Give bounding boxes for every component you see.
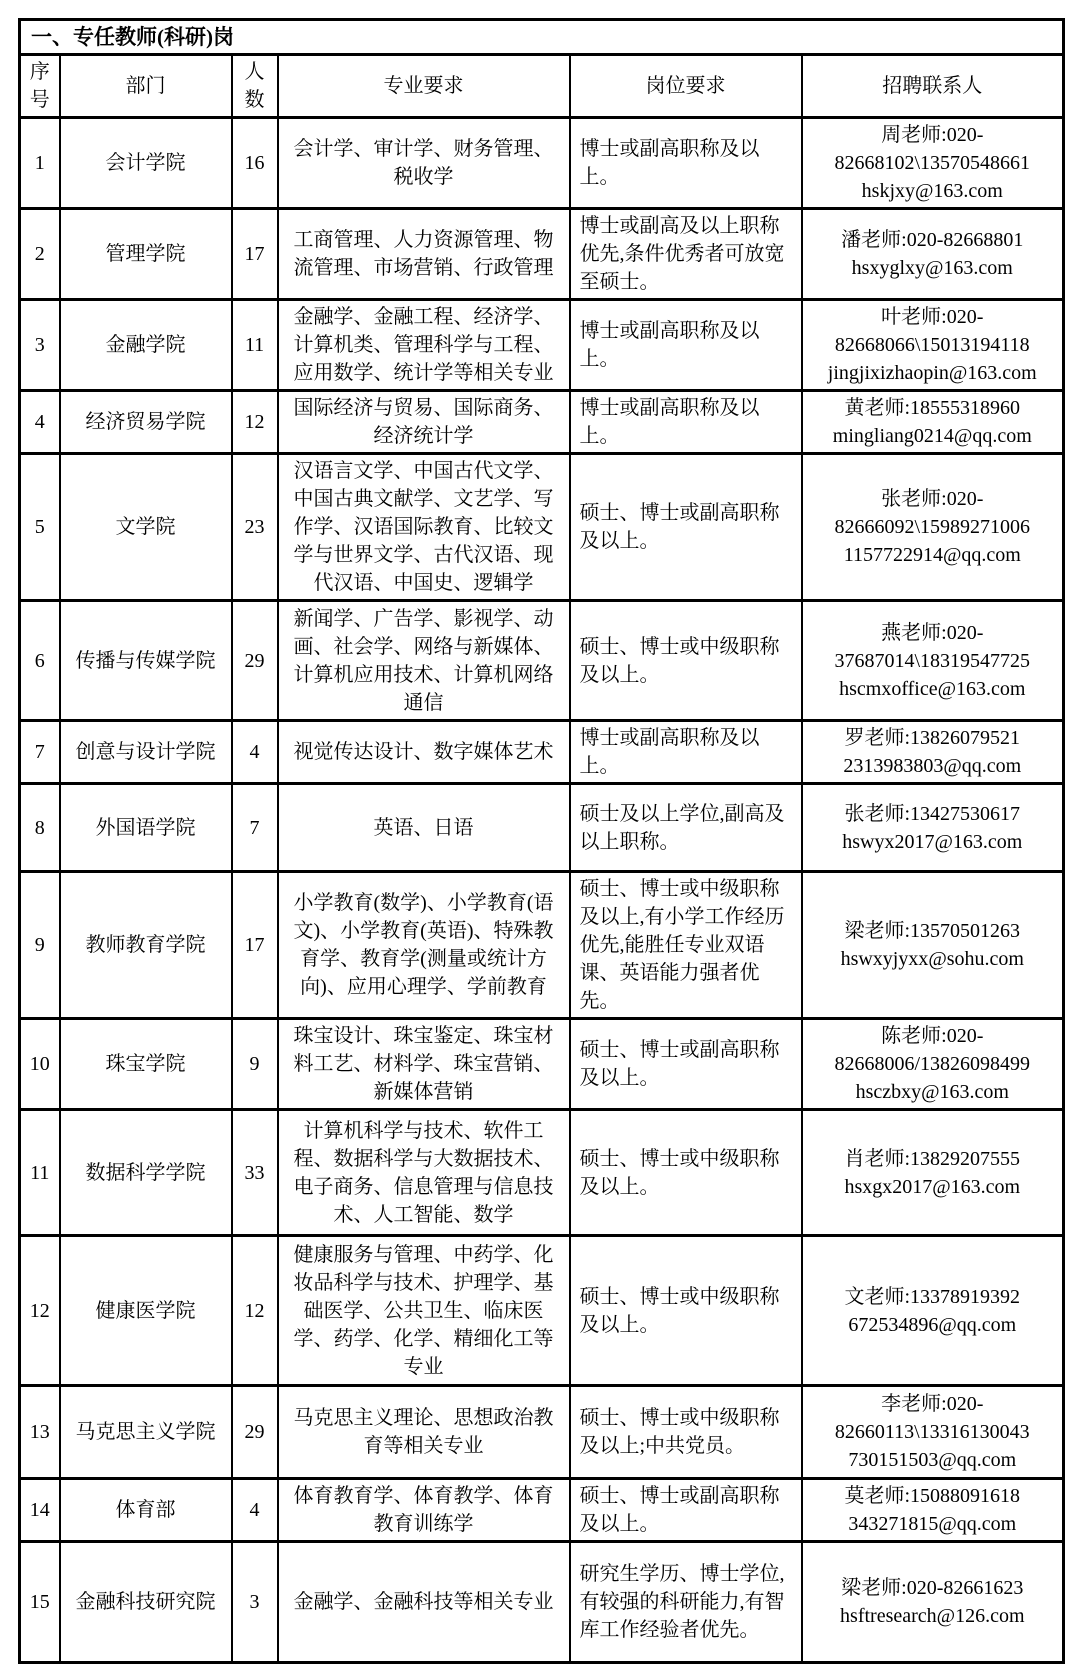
contact-cell (802, 300, 1064, 391)
contact-cell (802, 601, 1064, 721)
contact-cell (802, 209, 1064, 300)
contact-line: 82668006/13826098499 (834, 1053, 1031, 1075)
major-requirements-cell: 工商管理、人力资源管理、物流管理、市场营销、行政管理 (278, 209, 570, 300)
contact-cell (802, 784, 1064, 872)
contact-line: 82660113\13316130043 (834, 1421, 1030, 1443)
contact-cell (802, 118, 1064, 209)
row-number-cell: 1 (20, 118, 60, 209)
department-cell: 数据科学学院 (60, 1110, 232, 1236)
position-requirements-cell: 硕士及以上学位,副高及以上职称。 (570, 784, 802, 872)
major-requirements-cell: 马克思主义理论、思想政治教育等相关专业 (278, 1386, 570, 1479)
table-row (20, 721, 1064, 784)
position-requirements-cell: 硕士、博士或中级职称及以上。 (570, 1236, 802, 1386)
contact-line: 82668102\13570548661 (834, 152, 1031, 174)
row-number-cell: 14 (20, 1479, 60, 1542)
major-requirements-cell: 健康服务与管理、中药学、化妆品科学与技术、护理学、基础医学、公共卫生、临床医学、药学、化学、精细化工等专业 (278, 1236, 570, 1386)
contact-line: 罗老师:13826079521 (844, 727, 1021, 749)
headcount-cell: 4 (232, 1479, 278, 1542)
major-requirements-cell: 国际经济与贸易、国际商务、经济统计学 (278, 391, 570, 454)
row-number-cell: 11 (20, 1110, 60, 1236)
contact-line: hswyx2017@163.com (842, 830, 1023, 853)
headcount-cell: 7 (232, 784, 278, 872)
contact-line: mingliang0214@qq.com (832, 425, 1032, 447)
table-row (20, 454, 1064, 601)
major-requirements-cell: 新闻学、广告学、影视学、动画、社会学、网络与新媒体、计算机应用技术、计算机网络通信 (278, 601, 570, 721)
headcount-cell: 17 (232, 872, 278, 1019)
headcount-cell: 29 (232, 601, 278, 721)
headcount-cell: 3 (232, 1542, 278, 1663)
contact-cell (802, 1386, 1064, 1479)
contact-line: 张老师:020- (881, 488, 984, 510)
department-cell: 马克思主义学院 (60, 1386, 232, 1479)
contact-cell (802, 1542, 1064, 1663)
headcount-cell: 11 (232, 300, 278, 391)
contact-cell (802, 454, 1064, 601)
contact-line: hswxyjyxx@sohu.com (840, 948, 1024, 970)
department-cell: 管理学院 (60, 209, 232, 300)
contact-line: 82666092\15989271006 (834, 516, 1031, 538)
position-requirements-cell: 博士或副高职称及以上。 (570, 300, 802, 391)
contact-line: 周老师:020- (881, 124, 984, 146)
major-requirements-cell: 珠宝设计、珠宝鉴定、珠宝材料工艺、材料学、珠宝营销、新媒体营销 (278, 1019, 570, 1110)
headcount-cell: 29 (232, 1386, 278, 1479)
position-requirements-cell: 硕士、博士或中级职称及以上;中共党员。 (570, 1386, 802, 1479)
headcount-cell: 16 (232, 118, 278, 209)
contact-line: hsftresearch@126.com (840, 1605, 1025, 1627)
contact-cell (802, 721, 1064, 784)
table-row (20, 1019, 1064, 1110)
position-requirements-cell: 硕士、博士或中级职称及以上。 (570, 1110, 802, 1236)
contact-line: 37687014\18319547725 (834, 649, 1031, 672)
position-requirements-cell: 硕士、博士或副高职称及以上。 (570, 1019, 802, 1110)
major-requirements-cell: 计算机科学与技术、软件工程、数据科学与大数据技术、电子商务、信息管理与信息技术、人工智能、数学 (278, 1110, 570, 1236)
column-header-row (20, 55, 1064, 118)
table-row (20, 1542, 1064, 1663)
contact-line: jingjixizhaopin@163.com (827, 362, 1037, 384)
header-headcount: 人数 (232, 55, 278, 118)
table-row (20, 784, 1064, 872)
contact-line: 黄老师:18555318960 (844, 397, 1021, 419)
position-requirements-cell: 硕士、博士或中级职称及以上。 (570, 601, 802, 721)
contact-line: 李老师:020- (881, 1393, 984, 1415)
headcount-cell: 12 (232, 1236, 278, 1386)
department-cell: 健康医学院 (60, 1236, 232, 1386)
contact-cell (802, 1019, 1064, 1110)
row-number-cell: 15 (20, 1542, 60, 1663)
department-cell: 传播与传媒学院 (60, 601, 232, 721)
department-cell: 文学院 (60, 454, 232, 601)
header-major-requirements: 专业要求 (278, 55, 570, 118)
contact-line: 潘老师:020-82668801 (841, 229, 1024, 251)
position-requirements-cell: 博士或副高职称及以上。 (570, 118, 802, 209)
contact-line: 343271815@qq.com (848, 1513, 1017, 1535)
position-requirements-cell: 博士或副高职称及以上。 (570, 391, 802, 454)
position-requirements-cell: 硕士、博士或中级职称及以上,有小学工作经历优先,能胜任专业双语课、英语能力强者优先。 (570, 872, 802, 1019)
major-requirements-cell: 金融学、金融工程、经济学、计算机类、管理科学与工程、应用数学、统计学等相关专业 (278, 300, 570, 391)
header-department: 部门 (60, 55, 232, 118)
header-contact: 招聘联系人 (802, 55, 1064, 118)
position-requirements-cell: 硕士、博士或副高职称及以上。 (570, 454, 802, 601)
headcount-cell: 4 (232, 721, 278, 784)
position-requirements-cell: 研究生学历、博士学位,有较强的科研能力,有智库工作经验者优先。 (570, 1542, 802, 1663)
table-row (20, 209, 1064, 300)
position-requirements-cell: 博士或副高职称及以上。 (570, 721, 802, 784)
row-number-cell: 10 (20, 1019, 60, 1110)
department-cell: 教师教育学院 (60, 872, 232, 1019)
contact-line: 叶老师:020- (881, 306, 984, 328)
contact-line: 2313983803@qq.com (843, 755, 1022, 777)
headcount-cell: 33 (232, 1110, 278, 1236)
department-cell: 创意与设计学院 (60, 721, 232, 784)
header-position-requirements: 岗位要求 (570, 55, 802, 118)
table-row (20, 1386, 1064, 1479)
contact-cell (802, 872, 1064, 1019)
contact-cell (802, 391, 1064, 454)
major-requirements-cell: 汉语言文学、中国古代文学、中国古典文献学、文艺学、写作学、汉语国际教育、比较文学与世界文学、古代汉语、现代汉语、中国史、逻辑学 (278, 454, 570, 601)
contact-line: 梁老师:13570501263 (844, 920, 1021, 942)
row-number-cell: 8 (20, 784, 60, 872)
contact-line: hsxyglxy@163.com (851, 257, 1013, 279)
row-number-cell: 4 (20, 391, 60, 454)
contact-line: 张老师:13427530617 (844, 802, 1021, 825)
row-number-cell: 2 (20, 209, 60, 300)
position-requirements-cell: 硕士、博士或副高职称及以上。 (570, 1479, 802, 1542)
table-body (20, 118, 1064, 1663)
department-cell: 体育部 (60, 1479, 232, 1542)
department-cell: 会计学院 (60, 118, 232, 209)
department-cell: 经济贸易学院 (60, 391, 232, 454)
headcount-cell: 23 (232, 454, 278, 601)
major-requirements-cell: 小学教育(数学)、小学教育(语文)、小学教育(英语)、特殊教育学、教育学(测量或统计方向)、应用心理学、学前教育 (278, 872, 570, 1019)
contact-line: 肖老师:13829207555 (844, 1147, 1021, 1170)
major-requirements-cell: 会计学、审计学、财务管理、税收学 (278, 118, 570, 209)
table-row (20, 300, 1064, 391)
position-requirements-cell: 博士或副高及以上职称优先,条件优秀者可放宽至硕士。 (570, 209, 802, 300)
contact-line: 陈老师:020- (881, 1025, 984, 1047)
contact-cell (802, 1236, 1064, 1386)
row-number-cell: 6 (20, 601, 60, 721)
contact-line: 莫老师:15088091618 (844, 1485, 1021, 1507)
contact-line: hskjxy@163.com (861, 180, 1003, 202)
major-requirements-cell: 视觉传达设计、数字媒体艺术 (278, 721, 570, 784)
contact-line: 672534896@qq.com (848, 1313, 1017, 1336)
department-cell: 金融学院 (60, 300, 232, 391)
row-number-cell: 5 (20, 454, 60, 601)
table-head (20, 20, 1064, 118)
section-title: 一、专任教师(科研)岗 (20, 20, 1064, 55)
contact-line: 1157722914@qq.com (843, 544, 1021, 566)
contact-line: hscmxoffice@163.com (839, 677, 1026, 700)
department-cell: 珠宝学院 (60, 1019, 232, 1110)
table-row (20, 1110, 1064, 1236)
row-number-cell: 9 (20, 872, 60, 1019)
table-row (20, 872, 1064, 1019)
table-row (20, 1236, 1064, 1386)
recruitment-table (18, 18, 1065, 1664)
table-row (20, 118, 1064, 209)
headcount-cell: 17 (232, 209, 278, 300)
contact-line: 燕老师:020- (881, 621, 984, 644)
table-row (20, 1479, 1064, 1542)
table-row (20, 391, 1064, 454)
row-number-cell: 3 (20, 300, 60, 391)
contact-line: hsczbxy@163.com (855, 1081, 1009, 1103)
contact-line: 730151503@qq.com (848, 1449, 1017, 1471)
contact-line: 文老师:13378919392 (844, 1285, 1021, 1308)
contact-line: 82668066\15013194118 (834, 334, 1030, 356)
contact-line: hsxgx2017@163.com (844, 1175, 1021, 1198)
row-number-cell: 7 (20, 721, 60, 784)
department-cell: 外国语学院 (60, 784, 232, 872)
row-number-cell: 12 (20, 1236, 60, 1386)
headcount-cell: 12 (232, 391, 278, 454)
contact-cell (802, 1110, 1064, 1236)
row-number-cell: 13 (20, 1386, 60, 1479)
headcount-cell: 9 (232, 1019, 278, 1110)
major-requirements-cell: 体育教育学、体育教学、体育教育训练学 (278, 1479, 570, 1542)
department-cell: 金融科技研究院 (60, 1542, 232, 1663)
table-row (20, 601, 1064, 721)
major-requirements-cell: 金融学、金融科技等相关专业 (278, 1542, 570, 1663)
contact-cell (802, 1479, 1064, 1542)
major-requirements-cell: 英语、日语 (278, 784, 570, 872)
contact-line: 梁老师:020-82661623 (841, 1577, 1024, 1599)
header-no: 序号 (20, 55, 60, 118)
section-title-row (20, 20, 1064, 55)
